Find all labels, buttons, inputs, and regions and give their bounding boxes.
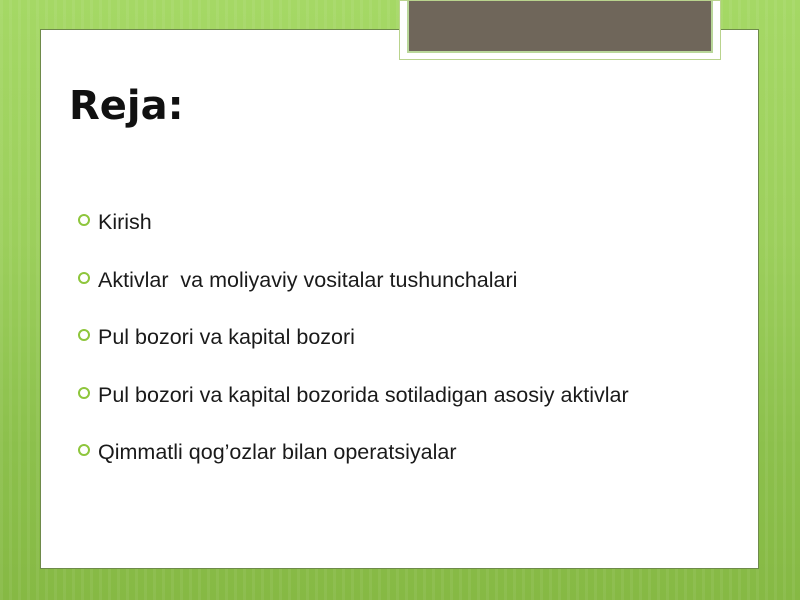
ring-bullet-icon [78, 272, 90, 284]
ring-bullet-icon [78, 214, 90, 226]
bullet-text: Aktivlar va moliyaviy vositalar tushunchalari [98, 267, 518, 292]
bullet-item [78, 205, 629, 263]
bullet-item [78, 263, 629, 321]
header-tab-panel [407, 1, 713, 53]
header-tab-decoration [399, 0, 721, 60]
bullet-text: Pul bozori va kapital bozori [98, 325, 355, 350]
slide-title: Reja: [69, 83, 184, 129]
bullet-item [78, 320, 629, 378]
bullet-item [78, 435, 629, 493]
bullet-text: Pul bozori va kapital bozorida sotiladigan asosiy aktivlar [98, 382, 629, 407]
bullet-item [78, 378, 629, 436]
ring-bullet-icon [78, 444, 90, 456]
bullet-list [78, 205, 629, 493]
ring-bullet-icon [78, 387, 90, 399]
ring-bullet-icon [78, 329, 90, 341]
bullet-text: Kirish [98, 210, 152, 234]
bullet-text: Qimmatli qog’ozlar bilan operatsiyalar [98, 440, 457, 465]
